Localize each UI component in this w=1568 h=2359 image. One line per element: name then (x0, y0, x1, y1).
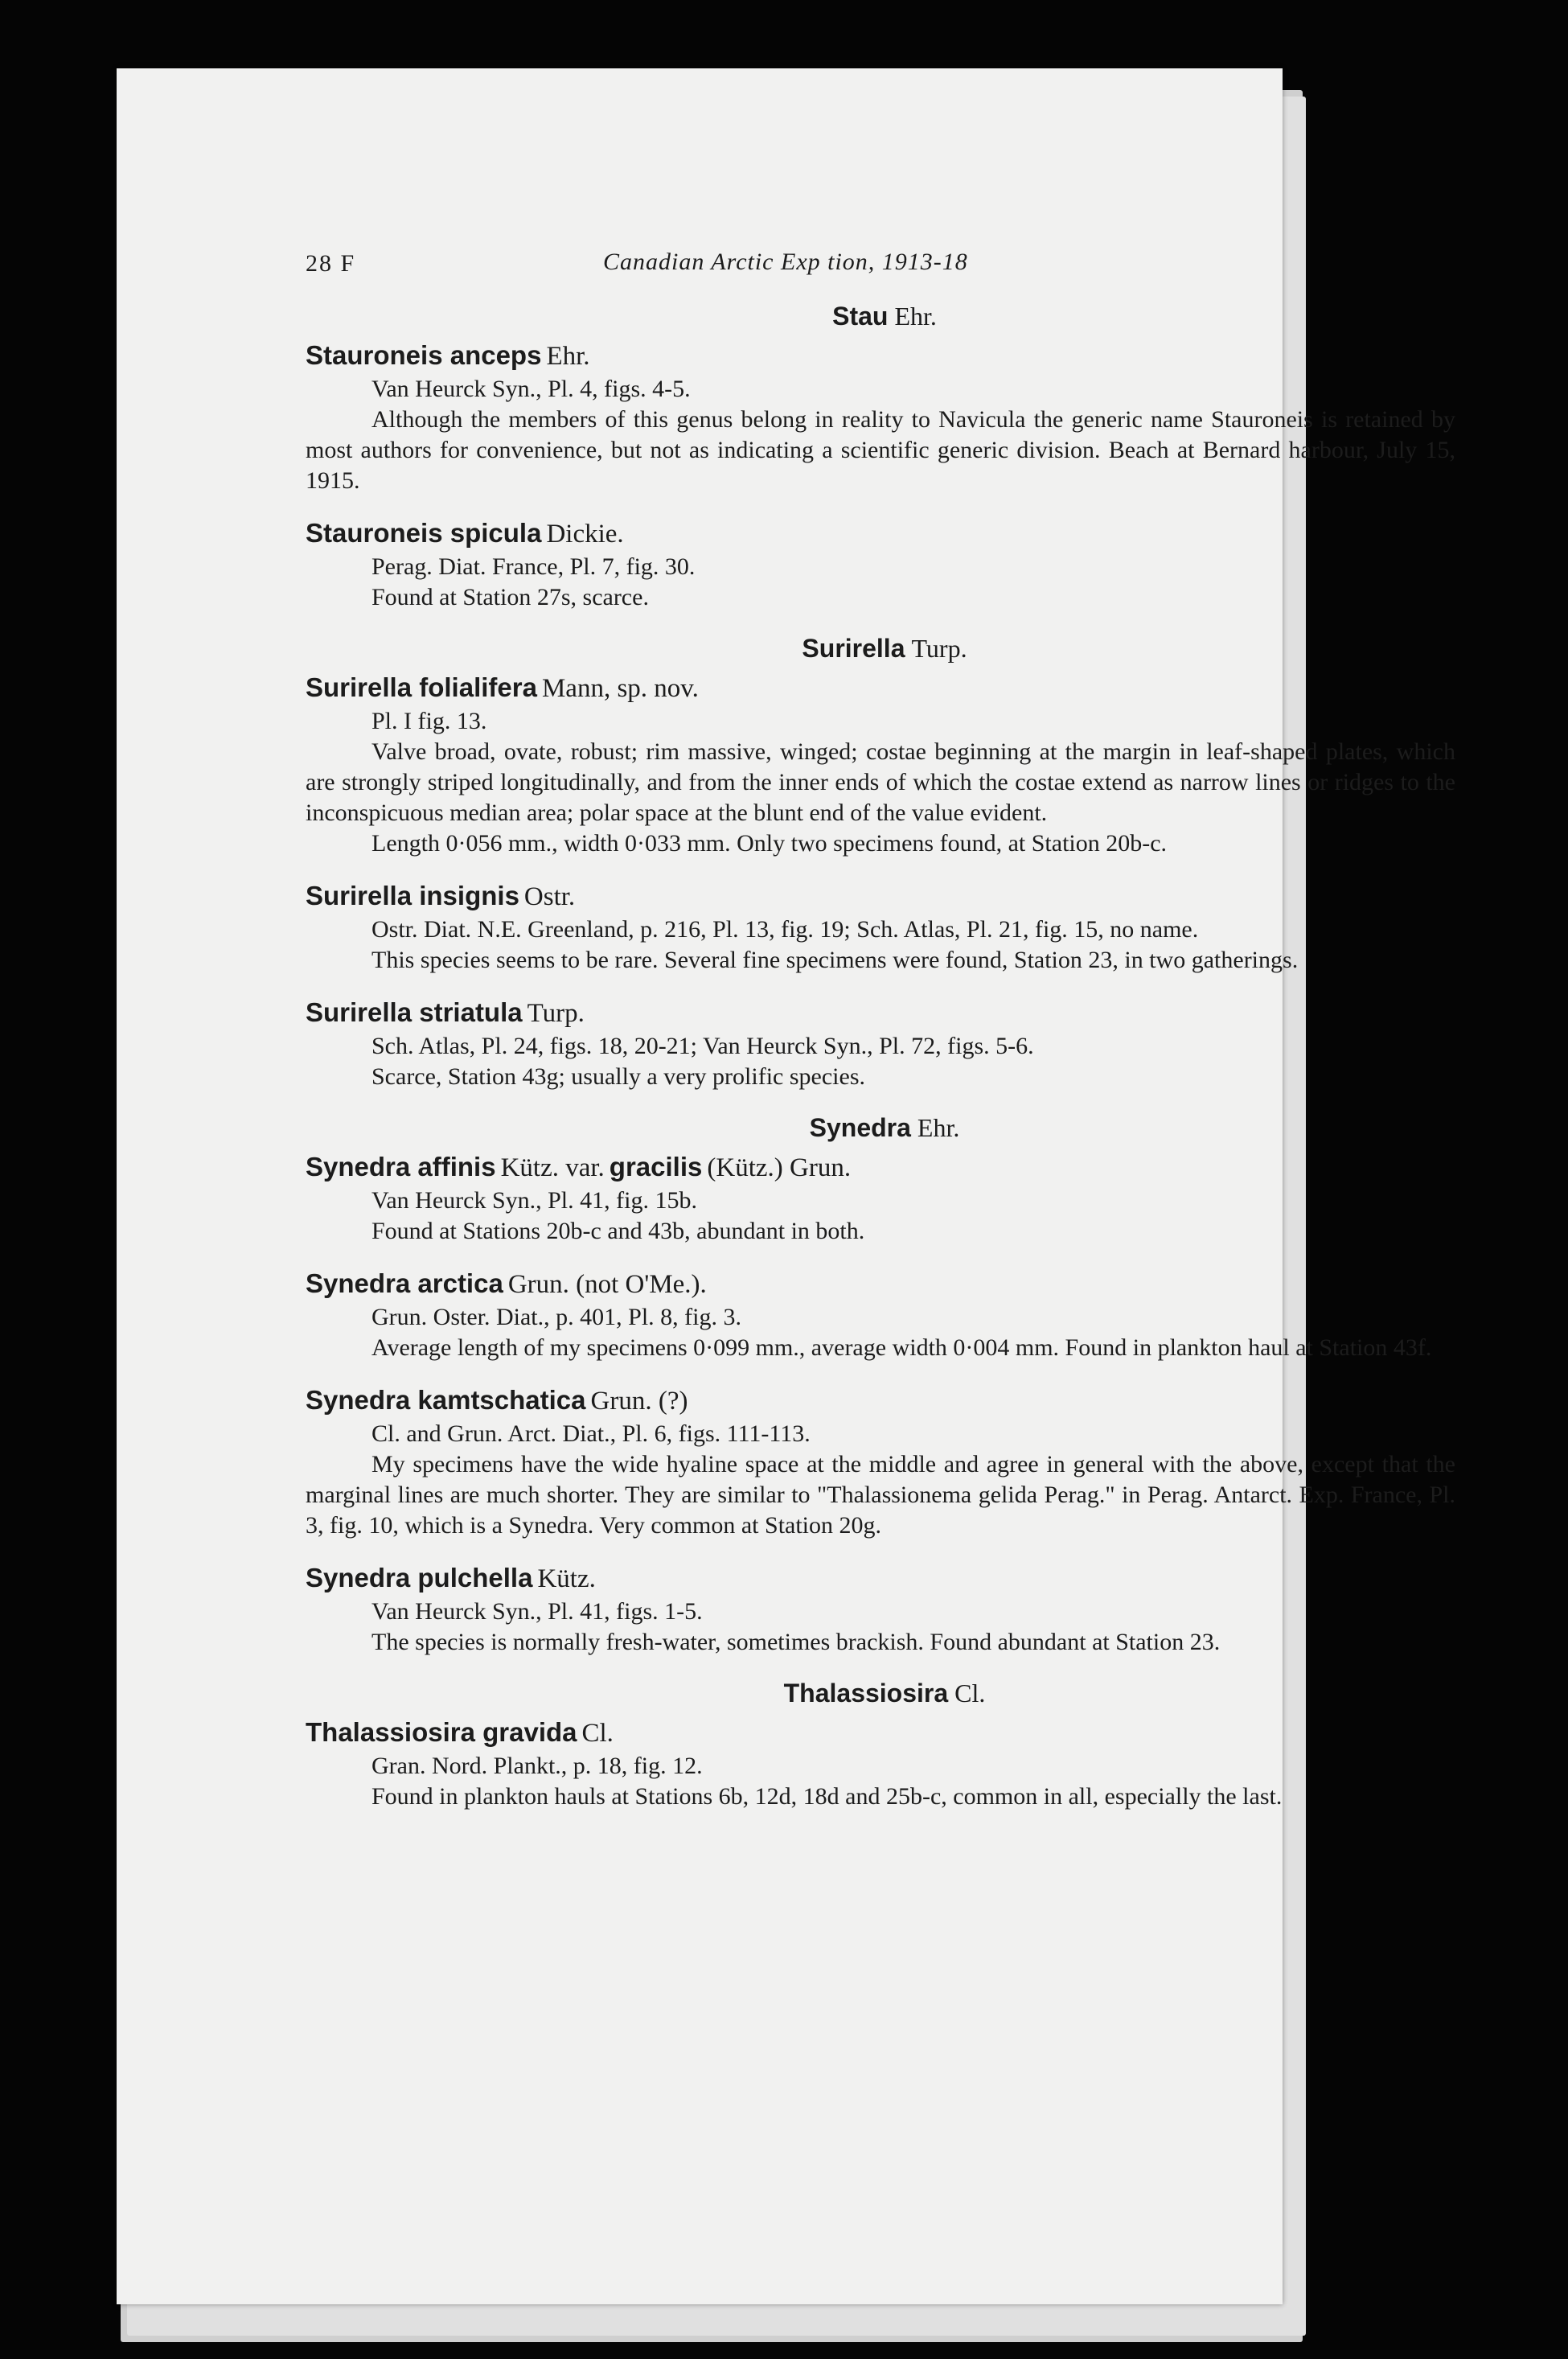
species-entry (306, 880, 1463, 976)
species-author: Mann, sp. nov. (541, 674, 699, 703)
variety-author: (Kütz.) Grun. (707, 1153, 852, 1182)
species-name: Synedra pulchella (306, 1563, 533, 1593)
species-heading (306, 997, 1463, 1029)
genus-name: Surirella (802, 634, 905, 663)
species-name: Thalassiosira gravida (306, 1717, 577, 1747)
reference-line: Grun. Oster. Diat., p. 401, Pl. 8, fig. 3. (371, 1304, 741, 1330)
species-author: Turp. (527, 999, 585, 1028)
page-folio: 28 F (306, 250, 356, 277)
species-name: Stauroneis anceps (306, 340, 542, 370)
genus-name: Stau (832, 302, 889, 331)
genus-name: Thalassiosira (783, 1679, 949, 1708)
reference-line: Sch. Atlas, Pl. 24, figs. 18, 20-21; Van Heurck Syn., Pl. 72, figs. 5-6. (371, 1033, 1034, 1059)
species-heading (306, 1384, 1463, 1417)
genus-heading (306, 1113, 1463, 1143)
description-paragraph: Found in plankton hauls at Stations 6b, 12d, 18d and 25b-c, common in all, especially the last. (371, 1783, 1283, 1810)
species-heading (306, 1268, 1463, 1301)
genus-heading (306, 1679, 1463, 1708)
reference-line: Perag. Diat. France, Pl. 7, fig. 30. (371, 553, 696, 580)
species-name: Surirella folialifera (306, 672, 537, 702)
genus-heading (306, 302, 1463, 331)
species-heading (306, 1151, 1463, 1184)
genus-author: Turp. (911, 634, 967, 663)
species-name: Synedra arctica (306, 1268, 503, 1298)
species-entry (306, 1268, 1463, 1363)
reference-line: Gran. Nord. Plankt., p. 18, fig. 12. (371, 1753, 703, 1779)
species-name: Stauroneis spicula (306, 518, 542, 548)
description-paragraph: This species seems to be rare. Several fine specimens were found, Station 23, in two gatherings. (371, 947, 1299, 973)
reference-line: Van Heurck Syn., Pl. 41, figs. 1-5. (371, 1598, 703, 1625)
description-paragraph: Although the members of this genus belong in reality to Navicula the generic name Stauroneis is retained by most authors for convenience, but not as indicating a scientific generic division. Beach at Bernard harbour, July 15, 1915. (306, 406, 1455, 494)
description-paragraph: My specimens have the wide hyaline space at the middle and agree in general with the above, except that the marginal lines are much shorter. They are similar to "Thalassionema gelida Perag." in Perag. Antarct. Exp. France, Pl. 3, fig. 10, which is a Synedra. Very common at Station 20g. (306, 1451, 1455, 1539)
description-paragraph: The species is normally fresh-water, sometimes brackish. Found abundant at Station 23. (371, 1629, 1221, 1655)
species-author: Ostr. (523, 882, 576, 911)
species-entry (306, 1562, 1463, 1658)
reference-line: Found at Stations 20b-c and 43b, abundant in both. (371, 1218, 865, 1244)
species-author: Dickie. (546, 520, 624, 549)
species-name: Surirella insignis (306, 881, 519, 910)
genus-name: Synedra (809, 1113, 911, 1142)
species-heading (306, 880, 1463, 913)
species-entry (306, 1716, 1463, 1812)
species-entry (306, 1151, 1463, 1247)
species-heading (306, 1716, 1463, 1749)
running-title: Canadian Arctic Exp tion, 1913-18 (603, 249, 968, 275)
description-paragraph: Valve broad, ovate, robust; rim massive, winged; costae beginning at the margin in leaf-shaped plates, which are strongly striped longitudinally, and from the inner ends of which the costae extend as narrow lines or ridges to the inconspicuous median area; polar space at the blunt end of the value evident. (306, 738, 1455, 826)
species-heading (306, 339, 1463, 372)
species-author: Grun. (not O'Me.). (507, 1270, 707, 1299)
running-head (306, 245, 1463, 290)
species-author: Cl. (581, 1719, 614, 1748)
species-author: Kütz. (537, 1564, 596, 1593)
genus-author: Ehr. (917, 1113, 960, 1142)
species-heading (306, 1562, 1463, 1595)
species-name: Synedra affinis (306, 1152, 496, 1182)
sections (306, 302, 1463, 1812)
species-author: Grun. (?) (590, 1387, 688, 1416)
document-page (117, 68, 1455, 2304)
species-entry (306, 339, 1463, 496)
reference-line: Cl. and Grun. Arct. Diat., Pl. 6, figs. 111-113. (371, 1420, 811, 1447)
species-name: Synedra kamtschatica (306, 1385, 586, 1415)
species-heading (306, 672, 1463, 705)
species-name: Surirella striatula (306, 997, 523, 1027)
species-author: Ehr. (546, 342, 590, 371)
species-entry (306, 672, 1463, 859)
genus-author: Cl. (954, 1679, 986, 1708)
reference-line: Van Heurck Syn., Pl. 4, figs. 4-5. (371, 376, 691, 402)
description-paragraph: Ostr. Diat. N.E. Greenland, p. 216, Pl. 13, fig. 19; Sch. Atlas, Pl. 21, fig. 15, no name. (371, 916, 1199, 943)
page-content (306, 245, 1463, 1833)
reference-line: Pl. I fig. 13. (371, 708, 487, 734)
species-entry (306, 1384, 1463, 1541)
genus-author: Ehr. (894, 302, 937, 331)
species-entry (306, 997, 1463, 1092)
species-heading (306, 517, 1463, 550)
genus-heading (306, 634, 1463, 664)
variety-name: gracilis (609, 1152, 703, 1182)
reference-line: Van Heurck Syn., Pl. 41, fig. 15b. (371, 1187, 697, 1214)
description-paragraph: Length 0·056 mm., width 0·033 mm. Only two specimens found, at Station 20b-c. (371, 830, 1168, 857)
reference-line: Found at Station 27s, scarce. (371, 584, 649, 610)
reference-line: Scarce, Station 43g; usually a very prolific species. (371, 1063, 865, 1090)
species-entry (306, 517, 1463, 613)
description-paragraph: Average length of my specimens 0·099 mm., average width 0·004 mm. Found in plankton haul at Station 43f. (371, 1334, 1432, 1361)
species-author: Kütz. var. (500, 1153, 605, 1182)
